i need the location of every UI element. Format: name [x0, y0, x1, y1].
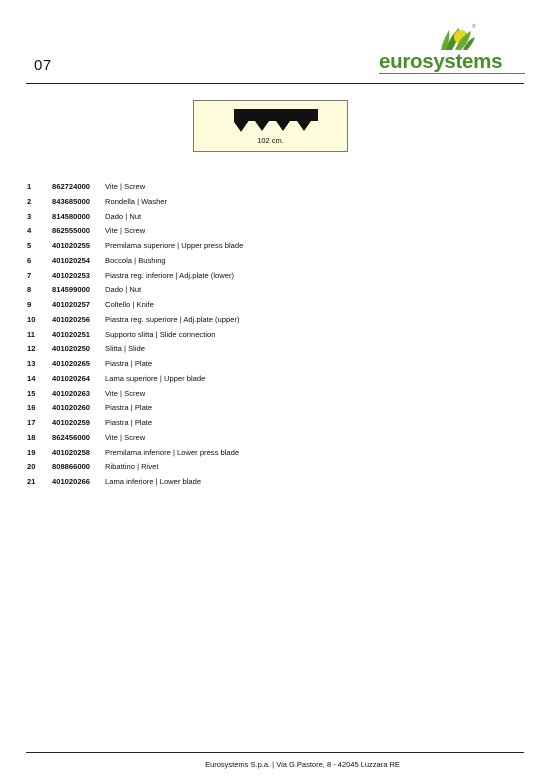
part-code: 401020254: [52, 255, 91, 265]
part-description: Piastra | Plate: [105, 418, 153, 427]
part-row: [27, 372, 507, 387]
part-code: 401020265: [52, 359, 91, 368]
part-row: [27, 210, 507, 225]
part-index: 2: [27, 196, 32, 206]
part-row: [27, 446, 507, 461]
part-code: 862724000: [52, 182, 91, 191]
part-description: Premilama inferiore | Lower press blade: [105, 447, 240, 457]
part-description: Boccola | Bushing: [105, 255, 166, 265]
part-code: 401020253: [52, 270, 91, 280]
page-number: 07: [34, 57, 52, 74]
part-index: 17: [27, 418, 36, 427]
part-code: 401020266: [52, 477, 91, 486]
part-index: 13: [27, 359, 36, 368]
part-code: 808866000: [52, 462, 91, 472]
part-index: 4: [27, 226, 32, 236]
logo-wordmark: eurosystems: [379, 50, 503, 73]
part-code: 401020251: [52, 329, 91, 339]
part-index: 6: [27, 255, 32, 265]
part-code: 401020256: [52, 314, 91, 324]
part-index: 11: [27, 329, 36, 339]
part-description: Coltello | Knife: [105, 300, 154, 309]
header-divider: [26, 83, 524, 84]
part-code: 862456000: [52, 432, 91, 442]
part-code: 862555000: [52, 226, 91, 236]
part-index: 10: [27, 314, 36, 324]
part-code: 401020258: [52, 447, 91, 457]
footer-divider: [26, 752, 524, 753]
part-code: 401020255: [52, 241, 91, 250]
part-code: 401020257: [52, 300, 91, 309]
part-index: 7: [27, 270, 32, 280]
part-code: 401020259: [52, 418, 91, 427]
part-description: Piastra | Plate: [105, 359, 153, 368]
part-description: Slitta | Slide: [105, 344, 145, 354]
part-index: 21: [27, 477, 36, 486]
part-index: 19: [27, 447, 36, 457]
blade-diagram-box: [193, 100, 348, 152]
part-index: 3: [27, 211, 32, 221]
part-description: Supporto slitta | Slide connection: [105, 329, 216, 339]
part-row: [27, 180, 507, 195]
part-code: 401020263: [52, 388, 91, 398]
part-row: [27, 313, 507, 328]
part-row: [27, 357, 507, 372]
part-index: 8: [27, 285, 32, 295]
part-index: 16: [27, 403, 36, 413]
part-row: [27, 342, 507, 357]
part-code: 401020264: [52, 373, 91, 383]
part-row: [27, 475, 507, 490]
part-row: [27, 269, 507, 284]
part-code: 401020250: [52, 344, 91, 354]
part-row: [27, 224, 507, 239]
footer-address: Eurosystems S.p.a. | Via G.Pastore, 8 - 42045 Luzzara RE: [205, 760, 400, 769]
part-index: 9: [27, 300, 32, 309]
part-description: Premilama superiore | Upper press blade: [105, 241, 244, 250]
part-index: 1: [27, 182, 32, 191]
part-description: Vite | Screw: [105, 432, 146, 442]
eurosystems-logo: [379, 26, 527, 76]
part-row: [27, 431, 507, 446]
part-index: 18: [27, 432, 36, 442]
part-code: 814580000: [52, 211, 91, 221]
part-description: Lama superiore | Upper blade: [105, 373, 206, 383]
part-index: 14: [27, 373, 36, 383]
part-code: 814599000: [52, 285, 91, 295]
part-index: 12: [27, 344, 36, 354]
part-description: Dado | Nut: [105, 211, 142, 221]
part-row: [27, 328, 507, 343]
blade-teeth-icon: [234, 109, 318, 133]
part-description: Vite | Screw: [105, 182, 146, 191]
logo-registered-mark: ®: [472, 24, 476, 30]
part-description: Rondella | Washer: [105, 196, 168, 206]
part-description: Piastra reg. superiore | Adj.plate (upper): [105, 314, 240, 324]
part-index: 15: [27, 388, 36, 398]
part-row: [27, 298, 507, 313]
part-description: Lama inferiore | Lower blade: [105, 477, 202, 486]
parts-list: [27, 180, 507, 490]
part-description: Piastra | Plate: [105, 403, 153, 413]
part-description: Vite | Screw: [105, 388, 146, 398]
part-row: [27, 460, 507, 475]
part-row: [27, 254, 507, 269]
part-row: [27, 401, 507, 416]
part-code: 401020260: [52, 403, 91, 413]
logo-underline: [379, 73, 525, 74]
part-code: 843685000: [52, 196, 91, 206]
part-description: Piastra reg. inferiore | Adj.plate (lower): [105, 270, 235, 280]
part-row: [27, 416, 507, 431]
part-description: Vite | Screw: [105, 226, 146, 236]
part-description: Ribattino | Rivet: [105, 462, 159, 472]
part-row: [27, 239, 507, 254]
part-row: [27, 195, 507, 210]
part-description: Dado | Nut: [105, 285, 142, 295]
logo-emblem-icon: [437, 26, 477, 52]
part-index: 20: [27, 462, 36, 472]
part-row: [27, 387, 507, 402]
part-row: [27, 283, 507, 298]
blade-length-label: 102 cm.: [257, 136, 284, 145]
part-index: 5: [27, 241, 32, 250]
